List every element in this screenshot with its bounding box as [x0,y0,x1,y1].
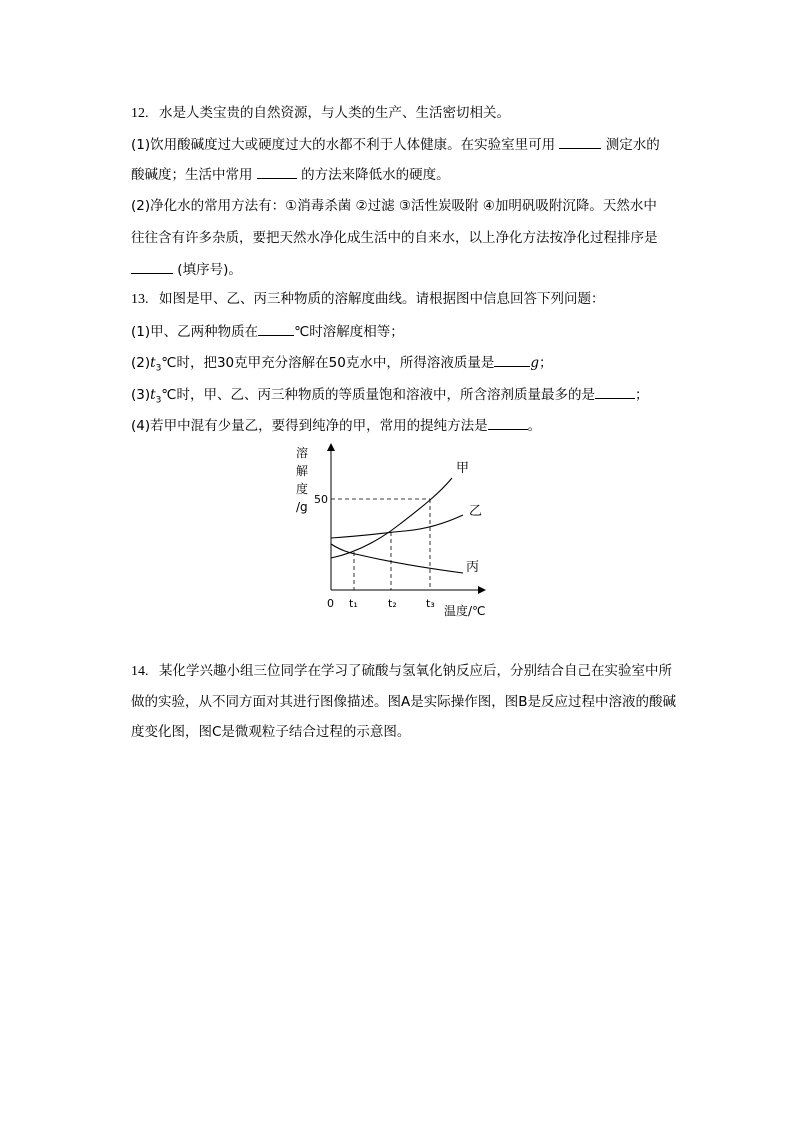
q13-p1-text-b: ℃时溶解度相等； [294,324,404,340]
q13-p4-text-b: 。 [527,418,542,434]
answer-blank [131,260,173,274]
q14-text-3: 度变化图，图C是微观粒子结合过程的示意图。 [131,724,411,740]
q14-text-1: 某化学兴趣小组三位同学在学习了硫酸与氢氧化钠反应后，分别结合自己在实验室中所 [159,663,672,679]
q13-part1-line [131,322,404,341]
x-tick-t2: t₂ [388,597,397,610]
y-label-char-2: 解 [296,464,309,478]
q12-p2-text-a: (2)净化水的常用方法有：①消毒杀菌 ②过滤 ③活性炭吸附 ④加明矾吸附沉降。天然水中 [131,198,657,214]
q13-p3-text-b: ℃时，甲、乙、丙三种物质的等质量饱和溶液中，所含溶剂质量最多的是 [161,387,595,403]
answer-blank [257,165,297,179]
q12-p1-text-c: 酸碱度；生活中常用 [131,167,253,183]
x-tick-t1: t₁ [349,597,358,610]
answer-blank [258,322,294,336]
q12-stem-line [131,104,510,123]
q12-part1-line2 [131,165,450,184]
y-label-char-3: 度 [296,482,309,496]
solubility-curve-chart [280,440,510,625]
q12-part2-line1 [131,197,657,215]
q13-number: 13. [131,292,149,307]
q13-stem-line [131,290,605,309]
t-subscript: 3 [155,363,162,374]
q13-part2-line [131,353,552,378]
q13-p4-text-a: (4)若甲中混有少量乙，要得到纯净的甲，常用的提纯方法是 [131,418,488,434]
q13-p2-text-b: ℃时，把30克甲充分溶解在50克水中，所得溶液质量是 [161,355,495,371]
y-label-char-1: 溶 [296,446,309,460]
label-bing: 丙 [466,560,480,575]
q13-stem: 如图是甲、乙、丙三种物质的溶解度曲线。请根据图中信息回答下列问题： [159,291,605,307]
q12-part2-line3 [131,260,242,279]
q14-line3 [131,723,410,741]
answer-blank [559,135,601,149]
x-axis-label: 温度/℃ [444,604,486,618]
t-symbol: t [150,387,156,403]
origin-label: 0 [327,597,334,610]
t-subscript: 3 [155,395,162,406]
q12-p2-text-c: (填序号)。 [177,262,242,278]
label-yi: 乙 [469,504,483,519]
q12-p1-text-a: (1)饮用酸碱度过大或硬度过大的水都不利于人体健康。在实验室里可用 [131,137,556,153]
q12-part1-line1 [131,135,660,154]
q12-p2-text-b: 往往含有许多杂质，要把天然水净化成生活中的自来水，以上净化方法按净化过程排序是 [131,230,658,246]
q13-p2-text-c: ； [538,355,553,371]
q13-p3-text-c: ； [634,387,649,403]
label-jia: 甲 [456,461,470,476]
y-label-char-4: /g [296,500,308,514]
answer-blank [494,353,530,367]
q14-text-2: 做的实验，从不同方面对其进行图像描述。图A是实际操作图，图B是反应过程中溶液的酸碱 [131,694,676,710]
unit-g: g [530,355,539,371]
curve-jia [331,478,452,558]
answer-blank [488,416,528,430]
q14-number: 14. [131,664,149,679]
t-symbol: t [150,355,156,371]
q13-p3-text-a: (3) [131,387,151,403]
x-tick-t3: t₃ [426,597,435,610]
q14-line1 [131,662,672,681]
q12-number: 12. [131,106,149,121]
curve-bing [331,544,463,573]
answer-blank [595,385,635,399]
q12-p1-text-b: 测定水的 [605,137,660,153]
q12-stem: 水是人类宝贵的自然资源，与人类的生产、生活密切相关。 [159,105,510,121]
q12-p1-text-d: 的方法来降低水的硬度。 [301,167,450,183]
q13-part4-line [131,416,541,435]
q13-p1-text-a: (1)甲、乙两种物质在 [131,324,259,340]
q14-line2 [131,693,676,711]
y-tick-50: 50 [314,493,328,506]
q12-part2-line2 [131,229,658,247]
q13-part3-line [131,385,648,410]
q13-p2-text-a: (2) [131,355,151,371]
